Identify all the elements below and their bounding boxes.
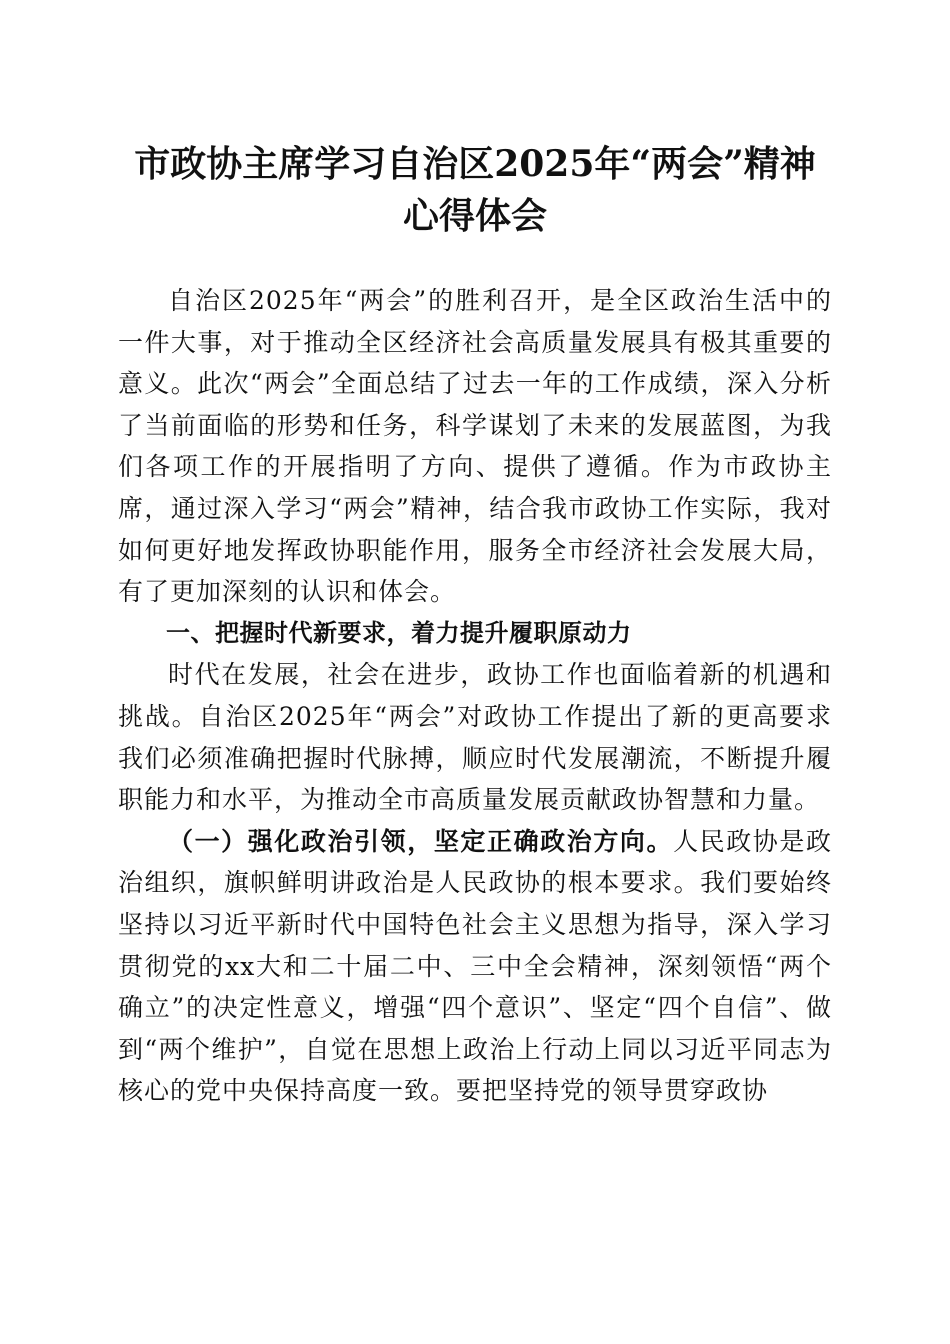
- title-line-1: 市政协主席学习自治区2025年“两会”精神: [134, 143, 816, 185]
- subsection-1-paragraph: [118, 821, 832, 1112]
- document-title: [80, 138, 870, 242]
- subsection-1-heading: （一）强化政治引领，坚定正确政治方向。: [168, 826, 674, 856]
- title-line-2: 心得体会: [402, 195, 547, 237]
- section-1-heading: 一、把握时代新要求，着力提升履职原动力: [166, 618, 632, 647]
- section-1-paragraph: 时代在发展，社会在进步，政协工作也面临着新的机遇和挑战。自治区2025年“两会”对政协工作提出了新的更高要求我们必须准确把握时代脉搏，顺应时代发展潮流，不断提升履职能力和水平，为推动全市高质量发展贡献政协智慧和力量。: [118, 660, 832, 815]
- intro-paragraph: 自治区2025年“两会”的胜利召开，是全区政治生活中的一件大事，对于推动全区经济社会高质量发展具有极其重要的意义。此次“两会”全面总结了过去一年的工作成绩，深入分析了当前面临的形势和任务，科学谋划了未来的发展蓝图，为我们各项工作的开展指明了方向、提供了遵循。作为市政协主席，通过深入学习“两会”精神，结合我市政协工作实际，我对如何更好地发挥政协职能作用，服务全市经济社会发展大局，有了更加深刻的认识和体会。: [118, 286, 832, 607]
- subsection-1-text: 人民政协是政治组织，旗帜鲜明讲政治是人民政协的根本要求。我们要始终坚持以习近平新时代中国特色社会主义思想为指导，深入学习贯彻党的xx大和二十届二中、三中全会精神，深刻领悟“两个确立”的决定性意义，增强“四个意识”、坚定“四个自信”、做到“两个维护”，自觉在思想上政治上行动上同以习近平同志为核心的党中央保持高度一致。要把坚持党的领导贯穿政协: [118, 826, 832, 1106]
- document-body: [118, 280, 832, 1112]
